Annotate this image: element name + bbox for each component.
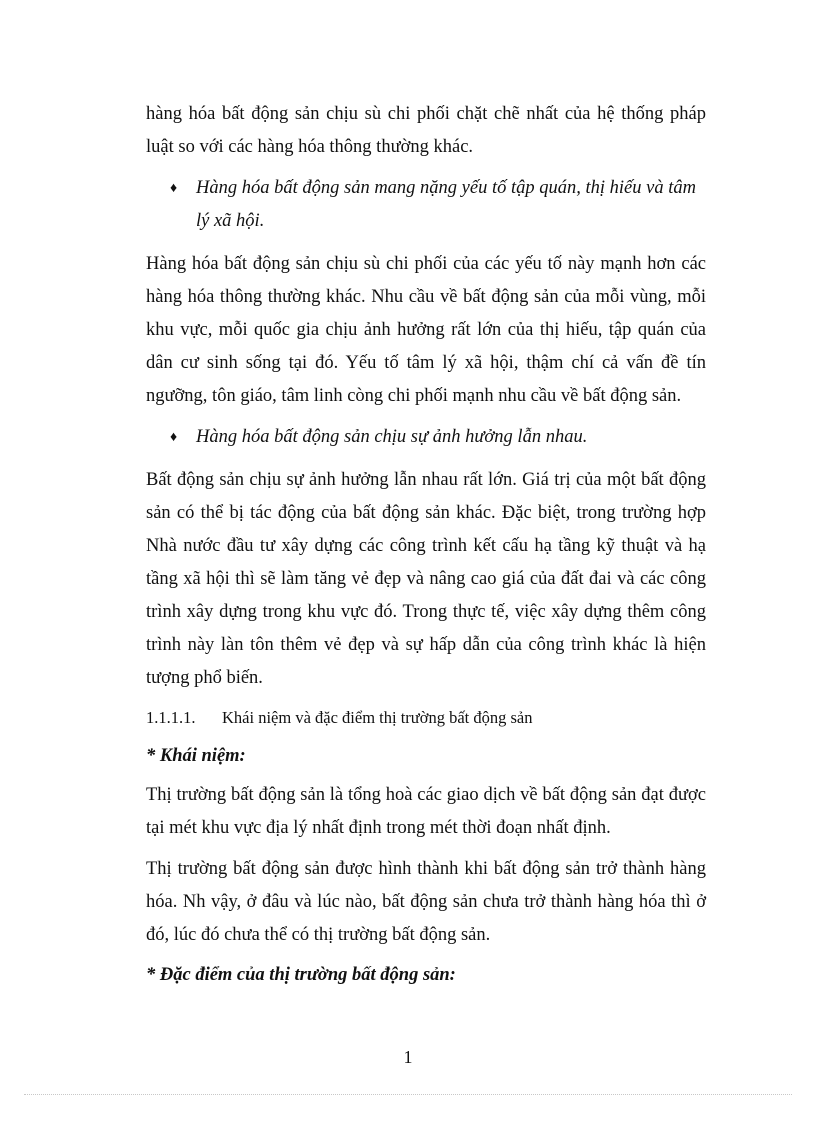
paragraph-mutual-influence: Bất động sản chịu sự ảnh hưởng lẫn nhau rất lớn. Giá trị của một bất động sản có thể bị tác động của bất động sản khác. Đặc biệt, trong trường hợp Nhà nước đầu tư xây dựng các công trình kết cấu hạ tầng kỹ thuật và hạ tầng xã hội thì sẽ làm tăng vẻ đẹp và nâng cao giá của đất đai và các công trình xây dựng trong khu vực đó. Trong thực tế, việc xây dựng thêm công trình này làn tôn thêm vẻ đẹp và sự hấp dẫn của công trình khác là hiện tượng phổ biến. (146, 470, 706, 688)
bullet-text: Hàng hóa bất động sản chịu sự ảnh hưởng lẫn nhau. (196, 427, 588, 447)
bullet-item-mutual-influence (170, 421, 706, 454)
diamond-bullet-icon: ♦ (170, 430, 178, 445)
bullet-item-custom-taste (170, 172, 706, 238)
bullet-text: Hàng hóa bất động sản mang nặng yếu tố tập quán, thị hiếu và tâm lý xã hội. (196, 178, 696, 231)
paragraph-market-formation: Thị trường bất động sản được hình thành khi bất động sản trở thành hàng hóa. Nh vậy, ở đâu và lúc nào, bất động sản chưa trở thành hàng hóa thì ở đó, lúc đó chưa thể có thị trường bất động sản. (146, 859, 706, 945)
paragraph-market-definition: Thị trường bất động sản là tổng hoà các giao dịch về bất động sản đạt được tại mét khu vực địa lý nhất định trong mét thời đoạn nhất định. (146, 785, 706, 838)
section-title: Khái niệm và đặc điểm thị trường bất động sản (222, 708, 533, 727)
page-number: 1 (403, 1047, 413, 1067)
diamond-bullet-icon: ♦ (170, 181, 178, 196)
subheading-characteristics: * Đặc điểm của thị trường bất động sản: (146, 965, 456, 985)
paragraph-legal-control: hàng hóa bất động sản chịu sù chi phối chặt chẽ nhất của hệ thống pháp luật so với các hàng hóa thông thường khác. (146, 104, 706, 157)
paragraph-social-factors: Hàng hóa bất động sản chịu sù chi phối của các yếu tố này mạnh hơn các hàng hóa thông thường khác. Nhu cầu về bất động sản của mỗi vùng, mỗi khu vực, mỗi quốc gia chịu ảnh hưởng rất lớn của thị hiếu, tập quán của dân cư sinh sống tại đó. Yếu tố tâm lý xã hội, thậm chí cả vấn đề tín ngưỡng, tôn giáo, tâm linh còng chi phối mạnh nhu cầu về bất động sản. (146, 254, 706, 406)
subheading-concept: * Khái niệm: (146, 746, 246, 766)
page-bottom-divider (24, 1094, 792, 1095)
document-body (146, 98, 706, 998)
section-number: 1.1.1.1. (146, 708, 196, 727)
section-heading (146, 703, 706, 733)
